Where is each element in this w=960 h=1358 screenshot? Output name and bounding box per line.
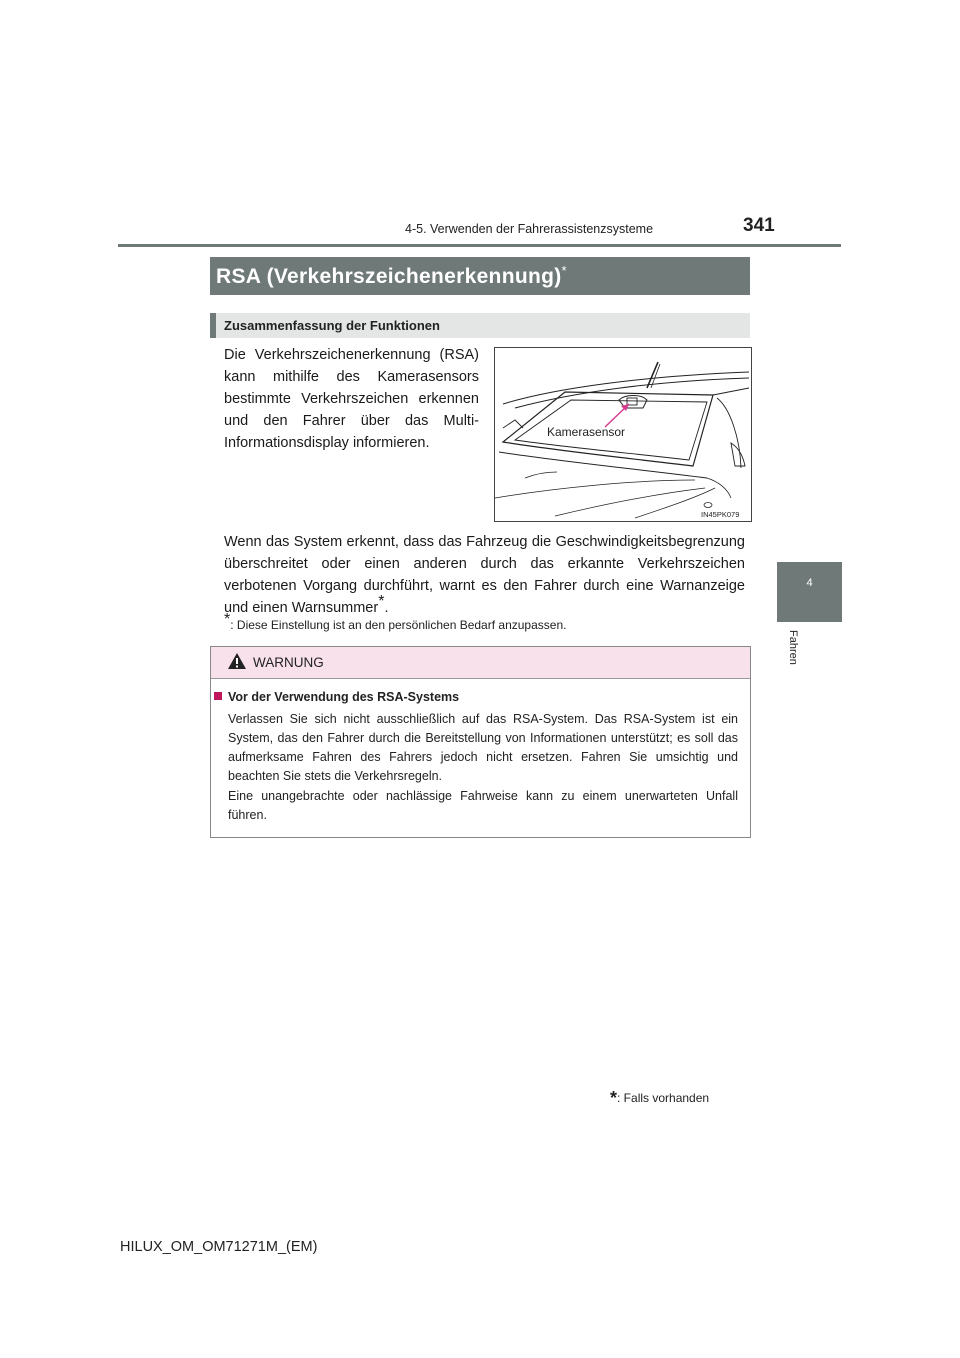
section-title: 4-5. Verwenden der Fahrerassistenzsysteme	[405, 222, 654, 236]
body-marker: *	[378, 593, 385, 611]
warning-bullet	[214, 692, 222, 700]
chapter-tab	[777, 562, 842, 622]
chapter-label: Fahren	[787, 630, 799, 665]
subheading-accent	[210, 313, 216, 338]
chapter-number: 4	[806, 577, 813, 589]
footnote-marker: *	[610, 1088, 618, 1108]
intro-paragraph: Die Verkehrszeichenerkennung (RSA) kann mithilfe des Kamerasensors bestimmte Verkehrszeichen erkennen und den Fahrer über das Multi-Informationsdisplay informieren.	[224, 347, 479, 451]
windshield-illustration	[495, 348, 751, 521]
page-number: 341	[743, 215, 775, 236]
windshield-camera-figure	[494, 347, 752, 522]
page-title: RSA (Verkehrszeichenerkennung)*	[216, 263, 567, 288]
header-rule	[118, 244, 841, 247]
subheading: Zusammenfassung der Funktionen	[224, 318, 440, 333]
settings-note: *: Diese Einstellung ist an den persönlichen Bedarf anzupassen.	[224, 611, 567, 632]
warning-paragraph-1: Verlassen Sie sich nicht ausschließlich auf das RSA-System. Das RSA-System ist ein System, das den Fahrer durch die Bereitstellung von Informationen unterstützt; es soll das aufmerksame Fahren des Fahrers jedoch nicht ersetzen. Fahren Sie umsichtig und beachten Sie stets die Verkehrsregeln.	[228, 712, 738, 783]
body-paragraph: Wenn das System erkennt, dass das Fahrzeug die Geschwindigkeitsbegrenzung überschreitet oder einen anderen durch das erkannte Verkehrszeichen verbotenen Vorgang durchführt, warnt es den Fahrer durch eine Warnanzeige und einen Warnsummer*.	[224, 534, 745, 616]
availability-footnote: *: Falls vorhanden	[610, 1088, 710, 1108]
document-code: HILUX_OM_OM71271M_(EM)	[120, 1239, 318, 1255]
camera-sensor-label: Kamerasensor	[547, 425, 626, 439]
note-marker: *	[224, 611, 231, 628]
figure-code: IN45PK079	[701, 510, 740, 519]
warning-subheading: Vor der Verwendung des RSA-Systems	[228, 690, 460, 704]
warning-title: WARNUNG	[253, 655, 324, 670]
title-marker: *	[561, 263, 567, 278]
warning-triangle-icon	[227, 652, 247, 670]
warning-paragraph-2: Eine unangebrachte oder nachlässige Fahrweise kann zu einem unerwarteten Unfall führen.	[228, 789, 738, 822]
